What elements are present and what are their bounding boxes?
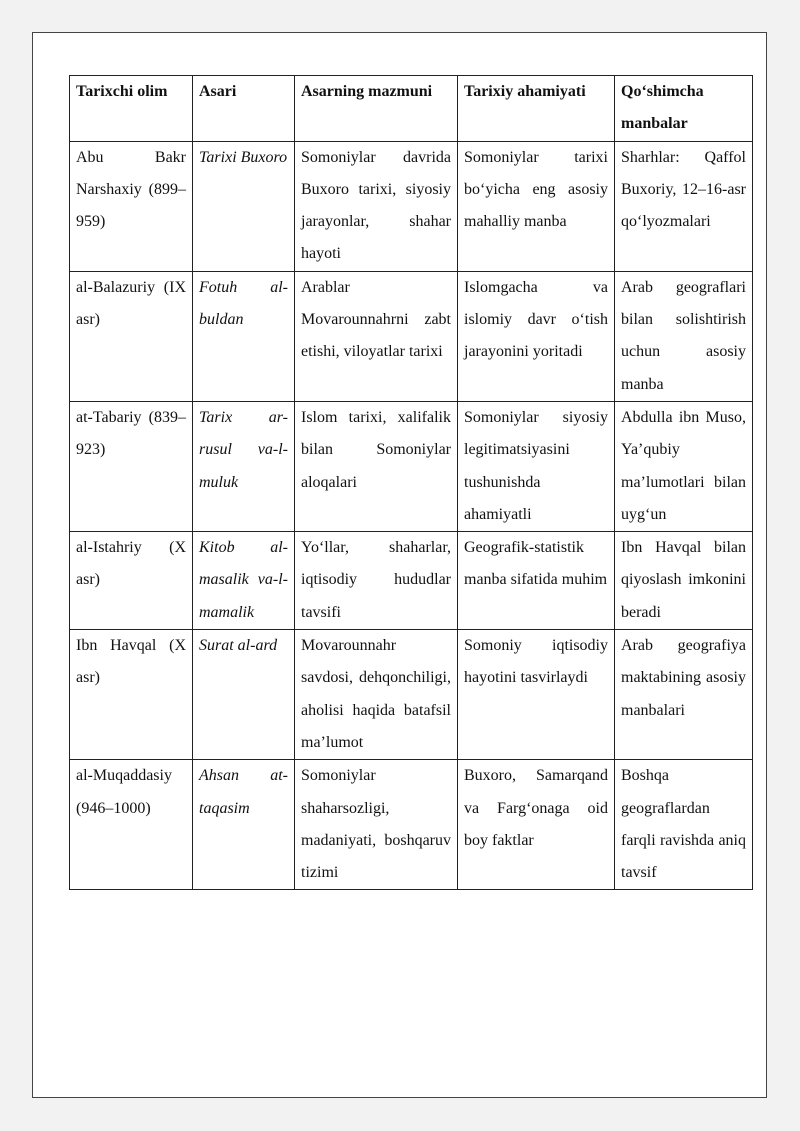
work-cell: Tarix ar-rusul va-l-muluk [193, 401, 295, 531]
header-work: Asari [193, 76, 295, 142]
work-cell: Surat al-ard [193, 630, 295, 760]
work-cell: Fotuh al-buldan [193, 271, 295, 401]
table-row [70, 630, 753, 760]
content-cell: Yo‘llar, shaharlar, iqtisodiy hududlar tavsifi [295, 532, 458, 630]
table-row [70, 760, 753, 890]
significance-cell: Islomgacha va islomiy davr o‘tish jarayonini yoritadi [458, 271, 615, 401]
significance-cell: Somoniy iqtisodiy hayotini tasvirlaydi [458, 630, 615, 760]
significance-cell: Geografik-statistik manba sifatida muhim [458, 532, 615, 630]
header-content: Asarning mazmuni [295, 76, 458, 142]
significance-cell: Buxoro, Samarqand va Farg‘onaga oid boy faktlar [458, 760, 615, 890]
table-row [70, 271, 753, 401]
historians-table [69, 75, 753, 890]
significance-cell: Somoniylar tarixi bo‘yicha eng asosiy mahalliy manba [458, 141, 615, 271]
scholar-cell: al-Muqaddasiy (946–1000) [70, 760, 193, 890]
scholar-cell: Ibn Havqal (X asr) [70, 630, 193, 760]
work-cell: Tarixi Buxoro [193, 141, 295, 271]
sources-cell: Arab geografiya maktabining asosiy manbalari [615, 630, 753, 760]
table-row [70, 141, 753, 271]
scholar-cell: at-Tabariy (839–923) [70, 401, 193, 531]
sources-cell: Boshqa geograflardan farqli ravishda aniq tavsif [615, 760, 753, 890]
table-row [70, 401, 753, 531]
scholar-cell: al-Istahriy (X asr) [70, 532, 193, 630]
sources-cell: Ibn Havqal bilan qiyoslash imkonini beradi [615, 532, 753, 630]
work-cell: Ahsan at-taqasim [193, 760, 295, 890]
table-header-row [70, 76, 753, 142]
sources-cell: Sharhlar: Qaffol Buxoriy, 12–16-asr qo‘lyozmalari [615, 141, 753, 271]
content-cell: Arablar Movarounnahrni zabt etishi, viloyatlar tarixi [295, 271, 458, 401]
content-cell: Somoniylar shaharsozligi, madaniyati, boshqaruv tizimi [295, 760, 458, 890]
content-cell: Somoniylar davrida Buxoro tarixi, siyosiy jarayonlar, shahar hayoti [295, 141, 458, 271]
sources-cell: Abdulla ibn Muso, Ya’qubiy ma’lumotlari bilan uyg‘un [615, 401, 753, 531]
header-sources: Qo‘shimcha manbalar [615, 76, 753, 142]
header-significance: Tarixiy ahamiyati [458, 76, 615, 142]
work-cell: Kitob al-masalik va-l-mamalik [193, 532, 295, 630]
content-cell: Movarounnahr savdosi, dehqonchiligi, aholisi haqida batafsil ma’lumot [295, 630, 458, 760]
scholar-cell: al-Balazuriy (IX asr) [70, 271, 193, 401]
header-scholar: Tarixchi olim [70, 76, 193, 142]
content-cell: Islom tarixi, xalifalik bilan Somoniylar aloqalari [295, 401, 458, 531]
document-page [32, 32, 767, 1098]
significance-cell: Somoniylar siyosiy legitimatsiyasini tushunishda ahamiyatli [458, 401, 615, 531]
scholar-cell: Abu Bakr Narshaxiy (899–959) [70, 141, 193, 271]
sources-cell: Arab geograflari bilan solishtirish uchun asosiy manba [615, 271, 753, 401]
table-row [70, 532, 753, 630]
